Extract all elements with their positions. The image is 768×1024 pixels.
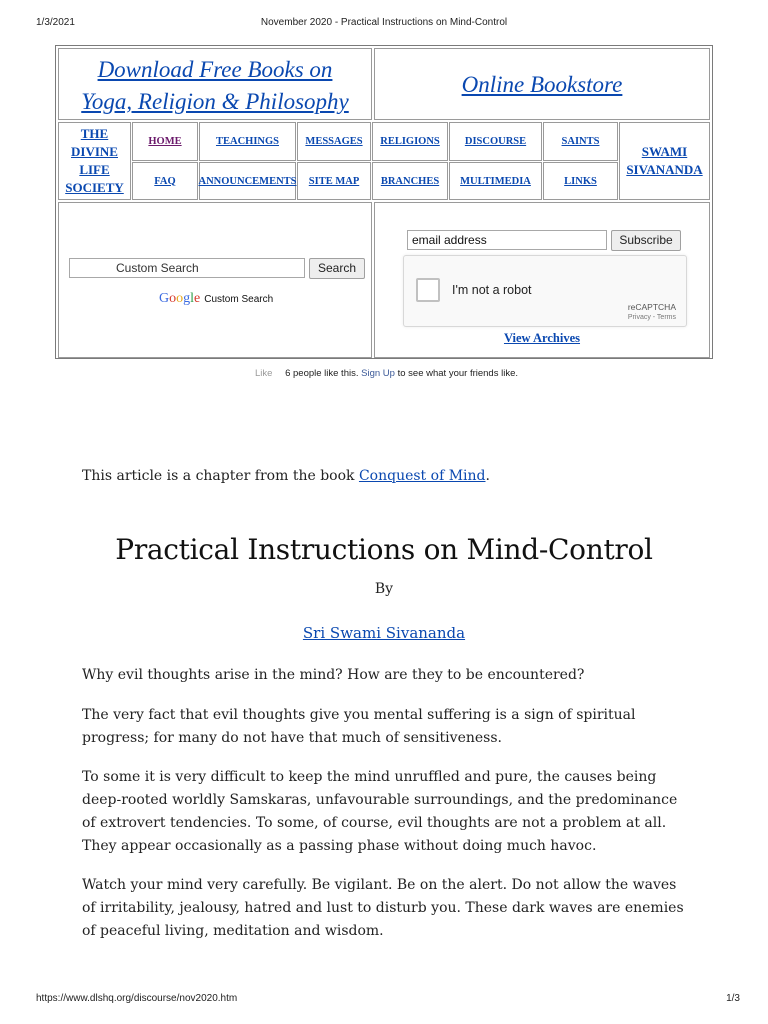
conquest-of-mind-link[interactable]: Conquest of Mind (358, 468, 486, 484)
nav-messages[interactable]: MESSAGES (297, 122, 371, 161)
recaptcha-checkbox[interactable] (416, 278, 440, 302)
recaptcha-brand: reCAPTCHA (627, 302, 676, 312)
subscribe-panel (374, 202, 710, 358)
article-paragraph: Why evil thoughts arise in the mind? How are they to be encountered? (82, 667, 585, 683)
free-books-link-line1[interactable]: Download Free Books on (97, 57, 333, 82)
swami-line: SWAMI (641, 144, 688, 159)
nav-announcements[interactable]: ANNOUNCEMENTS (199, 162, 296, 200)
recaptcha-widget (403, 255, 687, 327)
online-bookstore-banner (374, 48, 710, 120)
logo-letter: G (159, 291, 170, 306)
article-paragraph: Watch your mind very carefully. Be vigilant. Be on the alert. Do not allow the waves of irritability, jealousy, hatred and lust to disturb you. These dark waves are enemies of peaceful living, meditation and wisdom. (82, 877, 684, 939)
dls-line: SOCIETY (65, 180, 124, 195)
nav-faq[interactable]: FAQ (132, 162, 198, 200)
article-title: Practical Instructions on Mind-Control (115, 532, 653, 566)
like-count-text: 6 people like this. (285, 368, 359, 379)
nav-teachings[interactable]: TEACHINGS (199, 122, 296, 161)
intro-period: . (485, 468, 490, 484)
article-intro (82, 468, 690, 484)
site-search-panel (58, 202, 372, 358)
author-link[interactable]: Sri Swami Sivananda (302, 624, 466, 642)
print-url: https://www.dlshq.org/discourse/nov2020.htm (36, 993, 238, 1004)
logo-letter: o (169, 291, 177, 306)
dls-line: THE (80, 126, 109, 141)
google-custom-search-logo (159, 291, 273, 307)
free-books-link-line2[interactable]: Yoga, Religion & Philosophy (81, 89, 349, 114)
recaptcha-label: I'm not a robot (452, 283, 532, 297)
view-archives-link[interactable]: View Archives (503, 331, 581, 345)
print-page-title: November 2020 - Practical Instructions on Mind-Control (260, 17, 508, 28)
logo-letter: e (194, 291, 201, 306)
search-button[interactable]: Search (309, 258, 365, 279)
site-nav-table (55, 45, 713, 359)
intro-text: This article is a chapter from the book (82, 468, 359, 484)
nav-discourse[interactable]: DISCOURSE (449, 122, 542, 161)
nav-saints[interactable]: SAINTS (543, 122, 618, 161)
print-header (28, 17, 740, 31)
like-button[interactable]: Like (255, 368, 273, 379)
print-footer (28, 993, 740, 1007)
subscribe-button[interactable]: Subscribe (611, 230, 681, 251)
free-books-banner (58, 48, 372, 120)
logo-letter: g (183, 291, 191, 306)
search-input[interactable]: Custom Search (69, 258, 305, 278)
like-suffix-text: to see what your friends like. (397, 368, 518, 379)
nav-multimedia[interactable]: MULTIMEDIA (449, 162, 542, 200)
online-bookstore-link[interactable]: Online Bookstore (461, 72, 623, 97)
nav-branches[interactable]: BRANCHES (372, 162, 448, 200)
logo-letter: o (176, 291, 184, 306)
nav-site-map[interactable]: SITE MAP (297, 162, 371, 200)
nav-home[interactable]: HOME (132, 122, 198, 161)
custom-search-label: Custom Search (204, 294, 274, 305)
email-field[interactable]: email address (407, 230, 607, 250)
recaptcha-terms-link[interactable]: Privacy - Terms (627, 314, 676, 321)
dls-line: DIVINE (71, 144, 118, 159)
dls-line: LIFE (79, 162, 110, 177)
sign-up-link[interactable]: Sign Up (361, 368, 395, 379)
divine-life-society-link[interactable] (58, 122, 131, 200)
print-date: 1/3/2021 (36, 17, 75, 28)
print-page-number: 1/3 (726, 993, 740, 1004)
swami-line: SIVANANDA (626, 162, 703, 177)
swami-sivananda-link[interactable] (619, 122, 710, 200)
logo-letter: l (190, 291, 195, 306)
article-paragraph: The very fact that evil thoughts give you mental suffering is a sign of spiritual progress; for many do not have that much of sensitiveness. (82, 707, 636, 746)
nav-religions[interactable]: RELIGIONS (372, 122, 448, 161)
byline: By (374, 581, 394, 597)
article-paragraph: To some it is very difficult to keep the mind unruffled and pure, the causes being deep-rooted worldly Samskaras, unfavourable surroundings, and the predominance of extrovert tendencies. To some, of course, evil thoughts are not a problem at all. They appear occasionally as a passing phase without doing much havoc. (82, 769, 678, 854)
facebook-like-bar (255, 368, 518, 379)
nav-links[interactable]: LINKS (543, 162, 618, 200)
